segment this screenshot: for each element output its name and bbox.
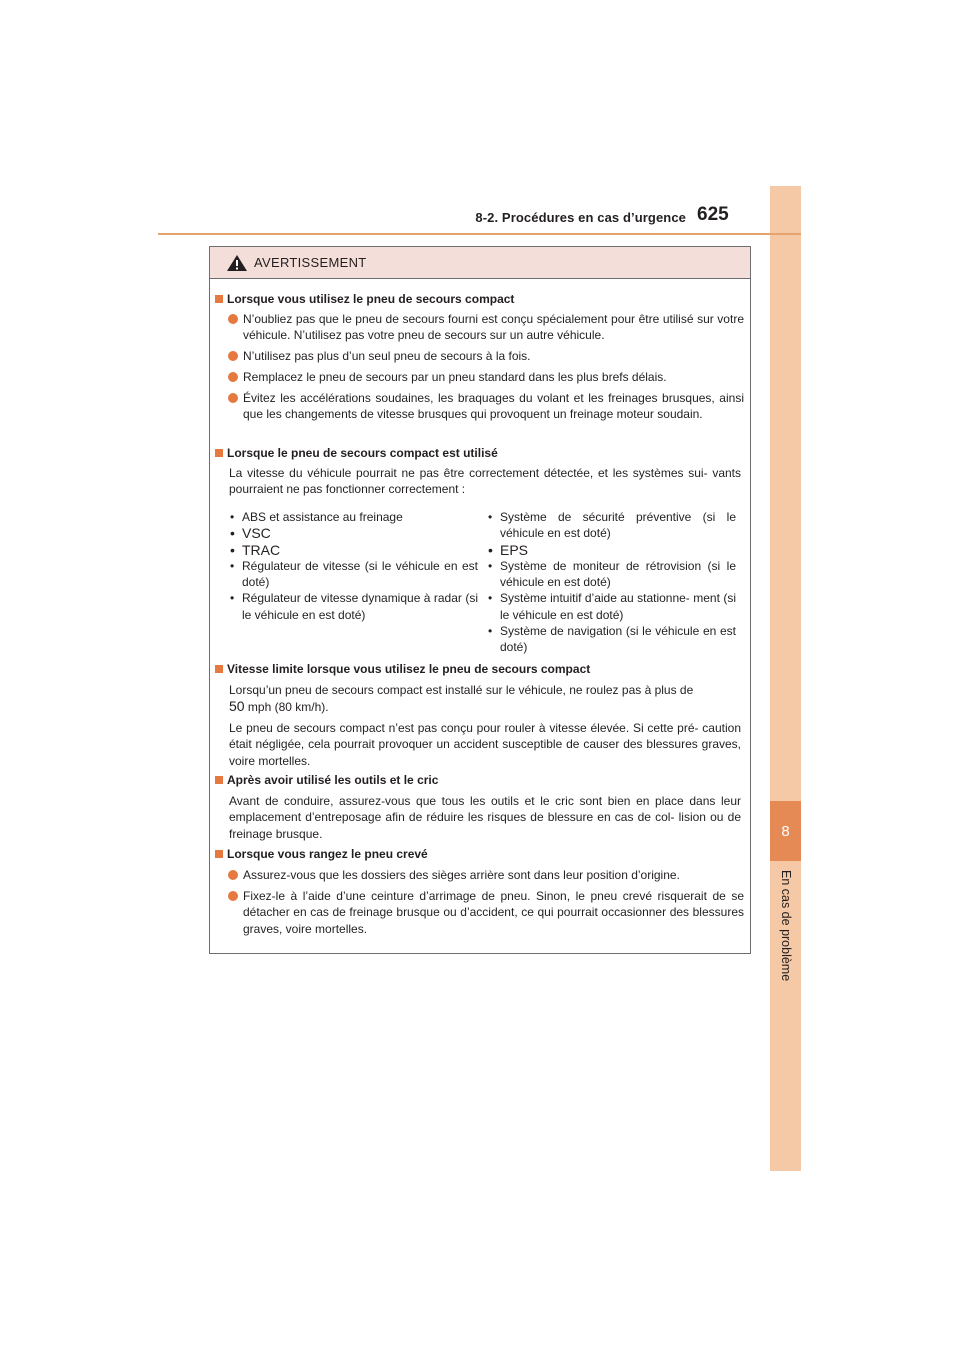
round-bullet-icon	[228, 351, 238, 361]
list-item: • Régulateur de vitesse dynamique à radar (si le véhicule en est doté)	[228, 590, 478, 623]
list-item: • Système de sécurité préventive (si le véhicule en est doté)	[486, 509, 736, 542]
paragraph: La vitesse du véhicule pourrait ne pas être correctement détectée, et les systèmes sui- vants pourraient ne pas fonctionner correctement :	[229, 466, 741, 497]
round-bullet-icon	[228, 393, 238, 403]
chapter-label: En cas de problème	[779, 870, 793, 982]
list-item: Remplacez le pneu de secours par un pneu standard dans les plus brefs délais.	[228, 369, 744, 385]
round-bullet-icon	[228, 891, 238, 901]
chapter-side-tab	[770, 186, 801, 1171]
square-bullet-icon	[215, 850, 223, 858]
square-bullet-icon	[215, 776, 223, 784]
systems-list-left	[228, 509, 478, 623]
round-bullet-icon	[228, 870, 238, 880]
list-item: • Système de navigation (si le véhicule en est doté)	[486, 623, 736, 656]
warning-header	[210, 247, 750, 279]
list-item: • Régulateur de vitesse (si le véhicule en est doté)	[228, 558, 478, 591]
section-heading: Vitesse limite lorsque vous utilisez le pneu de secours compact	[215, 661, 590, 677]
list-item: • VSC	[228, 525, 478, 541]
list-item: • Système intuitif d’aide au stationne- ment (si le véhicule en est doté)	[486, 590, 736, 623]
header-rule	[158, 233, 801, 235]
paragraph: Le pneu de secours compact n’est pas conçu pour rouler à vitesse élevée. Si cette pré- caution était négligée, cela pourrait provoquer un accident susceptible de causer des blessures graves, voire mortelles.	[229, 721, 741, 768]
list-item: Évitez les accélérations soudaines, les braquages du volant et les freinages brusques, ainsi que les changements de vitesse brusques qui provoquent un freinage moteur soudain.	[228, 390, 744, 423]
round-bullet-icon	[228, 314, 238, 324]
square-bullet-icon	[215, 449, 223, 457]
warning-title: AVERTISSEMENT	[254, 255, 367, 270]
list-item: Fixez-le à l’aide d’une ceinture d’arrimage de pneu. Sinon, le pneu crevé risquerait de se détacher en cas de freinage brusque ou d’accident, ce qui pourrait occasionner des blessures graves, voire mortelles.	[228, 888, 744, 937]
page-number: 625	[697, 204, 729, 225]
section-heading: Lorsque vous rangez le pneu crevé	[215, 846, 428, 862]
section-heading: Lorsque vous utilisez le pneu de secours compact	[215, 291, 514, 307]
section-heading: Lorsque le pneu de secours compact est utilisé	[215, 445, 498, 461]
list-item: • ABS et assistance au freinage	[228, 509, 478, 525]
list-item: • Système de moniteur de rétrovision (si le véhicule en est doté)	[486, 558, 736, 591]
paragraph: Lorsqu’un pneu de secours compact est installé sur le véhicule, ne roulez pas à plus de 50 mph (80 km/h).	[229, 683, 694, 715]
square-bullet-icon	[215, 295, 223, 303]
section-heading: Après avoir utilisé les outils et le cric	[215, 772, 438, 788]
section-title: 8-2. Procédures en cas d’urgence	[475, 210, 686, 225]
round-bullet-icon	[228, 372, 238, 382]
list-item: • EPS	[486, 542, 736, 558]
list-item: • TRAC	[228, 542, 478, 558]
warning-box	[209, 246, 751, 954]
list-item: N’utilisez pas plus d’un seul pneu de secours à la fois.	[228, 348, 744, 364]
square-bullet-icon	[215, 665, 223, 673]
list-item: Assurez-vous que les dossiers des sièges arrière sont dans leur position d’origine.	[228, 867, 744, 883]
list-item: N’oubliez pas que le pneu de secours fourni est conçu spécialement pour être utilisé sur votre véhicule. N’utilisez pas votre pneu de secours sur un autre véhicule.	[228, 311, 744, 344]
systems-list-right	[486, 509, 736, 656]
warning-triangle-icon	[226, 254, 248, 272]
paragraph: Avant de conduire, assurez-vous que tous les outils et le cric sont bien en place dans leur emplacement d’entreposage afin de réduire les risques de blessure en cas de col- lision ou de freinage brusque.	[229, 794, 741, 841]
chapter-number: 8	[770, 801, 801, 861]
